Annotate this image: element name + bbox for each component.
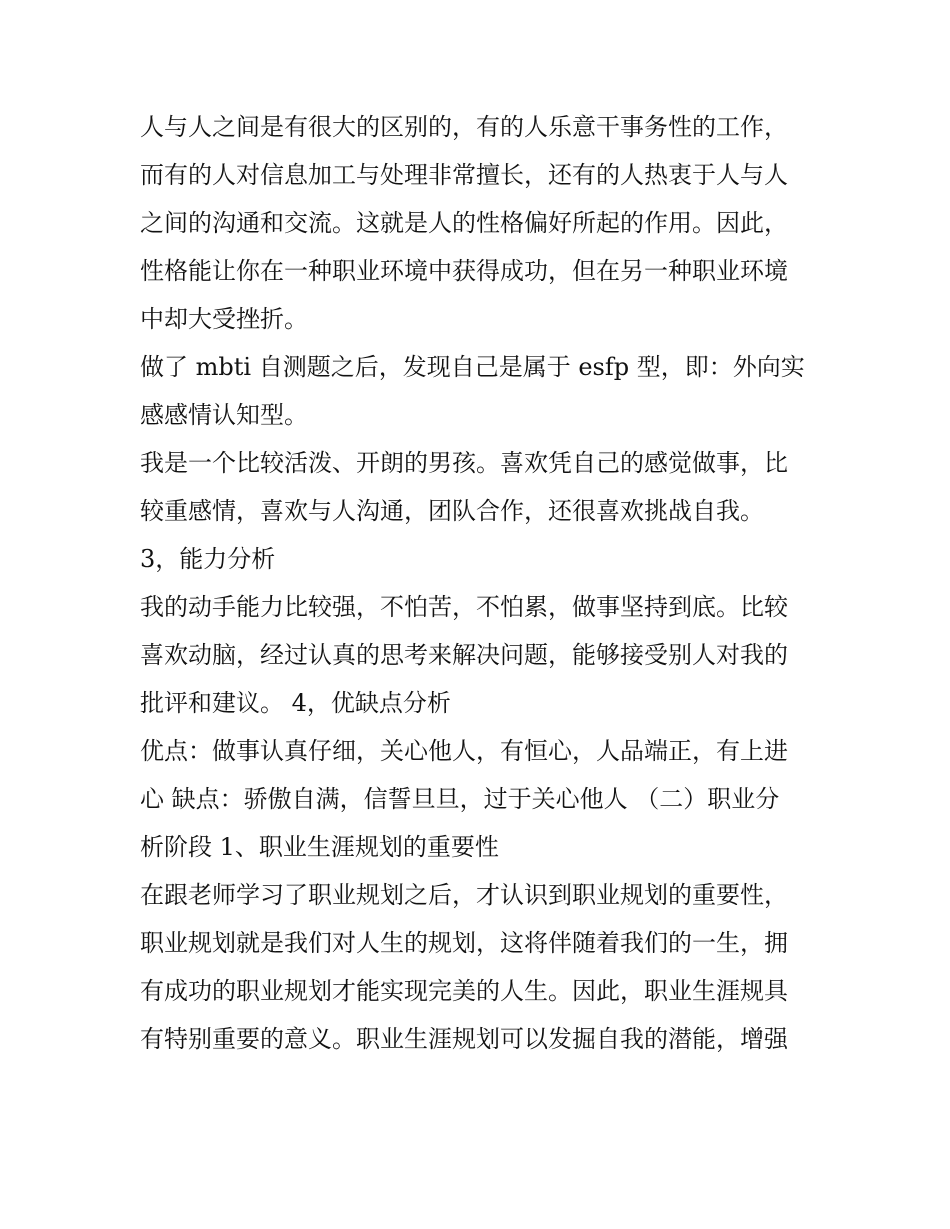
text-line: 批评和建议。 4，优缺点分析 xyxy=(140,689,451,717)
document-page xyxy=(140,103,820,1063)
heading-ability-analysis xyxy=(140,535,820,583)
text-line: 做了 mbti 自测题之后，发现自己是属于 esfp 型，即：外向实 xyxy=(140,353,805,381)
text-line: 有成功的职业规划才能实现完美的人生。因此，职业生涯规具 xyxy=(140,977,788,1005)
text-line: 我是一个比较活泼、开朗的男孩。喜欢凭自己的感觉做事，比 xyxy=(140,449,788,477)
text-line: 3，能力分析 xyxy=(140,545,276,573)
text-line: 人与人之间是有很大的区别的，有的人乐意干事务性的工作， xyxy=(140,113,788,141)
text-line: 优点：做事认真仔细，关心他人，有恒心，人品端正，有上进 xyxy=(140,737,788,765)
text-line: 有特别重要的意义。职业生涯规划可以发掘自我的潜能，增强 xyxy=(140,1025,788,1053)
text-line: 性格能让你在一种职业环境中获得成功，但在另一种职业环境 xyxy=(140,257,788,285)
text-line: 较重感情，喜欢与人沟通，团队合作，还很喜欢挑战自我。 xyxy=(140,497,764,525)
paragraph-career-planning-importance xyxy=(140,871,820,1063)
text-line: 感感情认知型。 xyxy=(140,401,308,429)
paragraph-self-description xyxy=(140,439,820,535)
text-line: 职业规划就是我们对人生的规划，这将伴随着我们的一生，拥 xyxy=(140,929,788,957)
paragraph-personality-difference xyxy=(140,103,820,343)
paragraph-mbti-result xyxy=(140,343,820,439)
text-line: 之间的沟通和交流。这就是人的性格偏好所起的作用。因此， xyxy=(140,209,788,237)
paragraph-ability xyxy=(140,583,820,727)
paragraph-strengths-weaknesses xyxy=(140,727,820,871)
text-line: 析阶段 1、职业生涯规划的重要性 xyxy=(140,833,499,861)
text-line: 喜欢动脑，经过认真的思考来解决问题，能够接受别人对我的 xyxy=(140,641,788,669)
text-line: 心 缺点：骄傲自满，信誓旦旦，过于关心他人 （二）职业分 xyxy=(140,785,780,813)
text-line: 在跟老师学习了职业规划之后，才认识到职业规划的重要性， xyxy=(140,881,788,909)
text-line: 我的动手能力比较强，不怕苦，不怕累，做事坚持到底。比较 xyxy=(140,593,788,621)
text-line: 中却大受挫折。 xyxy=(140,305,308,333)
text-line: 而有的人对信息加工与处理非常擅长，还有的人热衷于人与人 xyxy=(140,161,788,189)
